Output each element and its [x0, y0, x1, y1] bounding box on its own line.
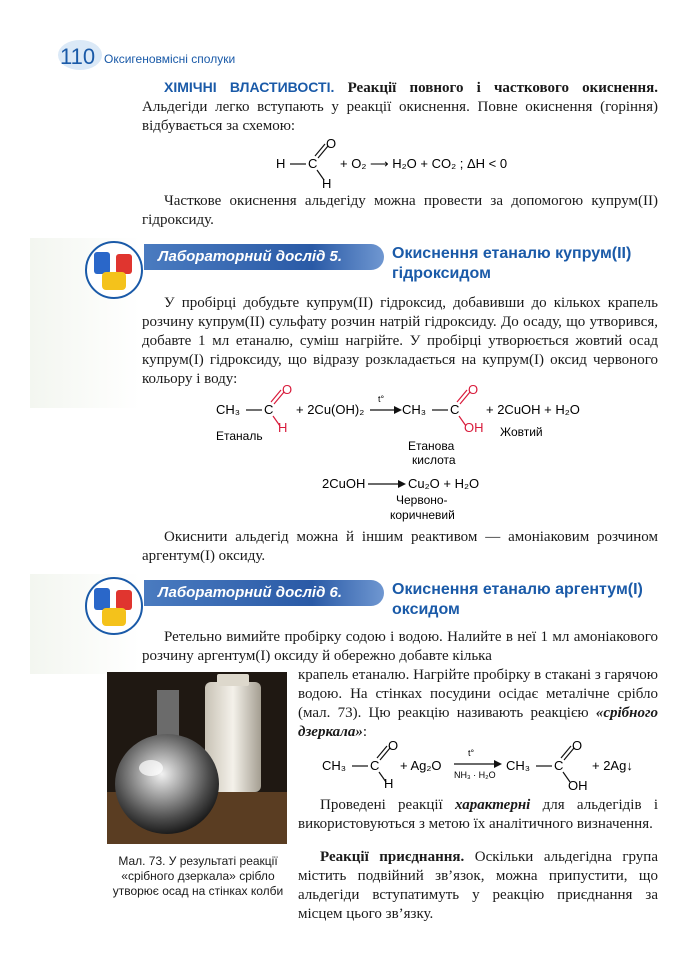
eqa-oh: OH — [464, 420, 484, 435]
lab6-title-line1: Окиснення етаналю аргентум(І) — [392, 581, 643, 598]
addition-reactions-body: Оскільки альдегідна група містить подвійний зв’язок, можна припустити, що альдегіди вступатимуть у реакцію приєднання за місцем цього зв’язку. — [298, 849, 658, 922]
props-subheading: Реакції повного і часткового окиснення. — [347, 80, 659, 96]
lab5-label: Лабораторний дослід 5. — [144, 244, 384, 270]
lab5-title — [392, 244, 662, 284]
ammonia-reagent-text — [142, 528, 658, 566]
lab6-text-full-span: Ретельно вимийте пробірку содою і водою. Налийте в неї 1 мл амоніакового розчину аргентум(І) оксиду й обережно добавте кілька — [142, 629, 658, 664]
lab5-title-line1: Окиснення етаналю купрум(ІІ) — [392, 245, 632, 262]
eqc-oh: OH — [568, 778, 588, 793]
lab6-text-narrow-end: : — [362, 724, 368, 740]
addition-reactions-heading: Реакції приєднання. — [320, 849, 465, 865]
eq1-rest: + O₂ ⟶ H₂O + CO₂ ; ΔH < 0 — [340, 156, 508, 171]
flask-illustration — [107, 672, 287, 844]
eqa-plus1: + 2Cu(OH)₂ — [296, 402, 365, 417]
addition-reactions-text — [298, 848, 658, 924]
combustion-equation — [270, 136, 600, 190]
eq1-o: O — [326, 136, 337, 151]
eqa-label-acid2: кислота — [412, 453, 456, 467]
silver-mirror-equation — [318, 736, 658, 800]
eqc-cond: NH₃ · H₂O — [454, 770, 496, 780]
characteristic-reactions-text — [298, 796, 658, 834]
cuoh-decomposition-equation — [318, 472, 518, 526]
eqa-label-yellow: Жовтий — [500, 425, 543, 439]
eqc-h: H — [384, 776, 394, 791]
eqa-label-ethanal: Етаналь — [216, 429, 263, 443]
lab5-text-span: У пробірці добудьте купрум(ІІ) гідроксид, добавивши до кількох крапель розчину купрум(ІІ) сульфату розчин натрій гідроксиду. До осаду, що утворився, добавте 1 мл етаналю, суміш нагрійте. У пробірці утворюється жовтий осад купрум(І) гідроксиду, що відразу розкладається на купрум(І) оксид червоного кольору і воду: — [142, 295, 658, 387]
eqa-t: t° — [378, 394, 385, 404]
silver-mirror-term: «срібного дзеркала» — [298, 705, 658, 740]
silver-mirror-photo — [107, 672, 287, 844]
eqc-o: O — [388, 738, 399, 753]
partial-oxidation-text-span: Часткове окиснення альдегіду можна провести за допомогою купрум(ІІ) гідроксиду. — [142, 193, 658, 228]
eqa-c2: C — [450, 402, 460, 417]
eqc-ch3: CH₃ — [322, 758, 347, 773]
eqc-plus2: + 2Ag↓ — [592, 758, 633, 773]
eqc-o2: O — [572, 738, 583, 753]
eq1-c: C — [308, 156, 318, 171]
props-text: Альдегіди легко вступають у реакції окиснення. Повне окиснення (горіння) відбувається за схемою: — [142, 99, 658, 134]
eqb-label2: коричневий — [390, 508, 455, 522]
section-title: Оксигеновмісні сполуки — [104, 52, 236, 66]
lab6-title — [392, 580, 662, 620]
lab6-text-narrow-span: крапель етаналю. Нагрійте пробірку в стакані з гарячою водою. На стінках посудини осідає металічне срібло (мал. 73). Цю реакцію називають реакцією — [298, 667, 658, 721]
ammonia-reagent-text-span: Окиснити альдегід можна й іншим реактивом — амоніаковим розчином аргентум(І) оксиду. — [142, 529, 658, 564]
eq1-h2: H — [322, 176, 332, 190]
eqa-h: H — [278, 420, 288, 435]
eq1-h: H — [276, 156, 286, 171]
lab6-title-line2: оксидом — [392, 601, 460, 618]
lab5-text — [142, 294, 658, 389]
lab6-label: Лабораторний дослід 6. — [144, 580, 384, 606]
eqa-ch3b: CH₃ — [402, 402, 427, 417]
p4-a: Проведені реакції — [320, 797, 455, 813]
beakers-icon — [82, 236, 146, 300]
props-heading: ХІМІЧНІ ВЛАСТИВОСТІ. — [164, 79, 335, 95]
props-paragraph — [142, 78, 658, 136]
lab6-text-narrow — [298, 666, 658, 742]
lab5-title-line2: гідроксидом — [392, 265, 491, 282]
eqa-o2: O — [468, 382, 479, 397]
eqb-label1: Червоно- — [396, 493, 448, 507]
eqb-left: 2CuOH — [322, 476, 366, 491]
figure-caption: Мал. 73. У результаті реакції «срібного дзеркала» срібло утворює осад на стінках колби — [112, 854, 284, 898]
eqc-c: C — [370, 758, 380, 773]
eqa-ch3: CH₃ — [216, 402, 241, 417]
copper-oxidation-equation — [212, 380, 612, 470]
eqa-c: C — [264, 402, 274, 417]
eqc-t: t° — [468, 748, 475, 758]
eqa-label-acid1: Етанова — [408, 439, 455, 453]
lab6-text-full — [142, 628, 658, 666]
beakers-icon-2 — [82, 572, 146, 636]
eqc-plus1: + Ag₂O — [400, 758, 442, 773]
eqc-c2: C — [554, 758, 564, 773]
p4-b: для альдегідів і використовуються з метою їх аналітичного визначення. — [298, 797, 658, 832]
p4-em: характерні — [455, 797, 531, 813]
partial-oxidation-text — [142, 192, 658, 230]
eqb-right: Cu₂O + H₂O — [408, 476, 480, 491]
page-number: 110 — [60, 44, 96, 69]
eqa-plus2: + 2CuOH + H₂O — [486, 402, 580, 417]
eqc-ch3b: CH₃ — [506, 758, 531, 773]
eqa-o: O — [282, 382, 293, 397]
